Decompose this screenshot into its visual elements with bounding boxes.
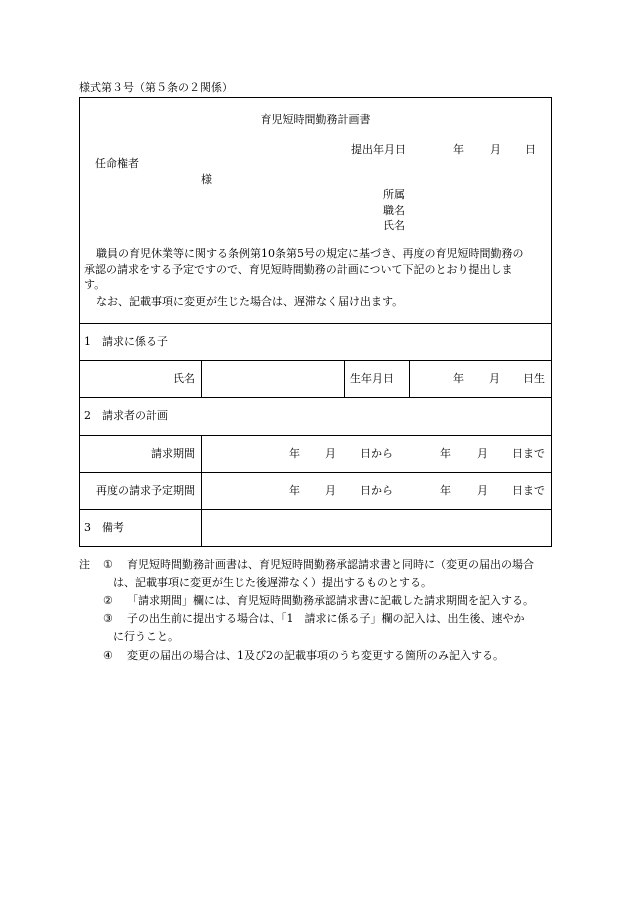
period-start-year: 年 <box>289 447 300 460</box>
divider <box>79 472 552 473</box>
period-end-year: 年 <box>440 447 451 460</box>
planned-end-until: 日まで <box>512 484 545 497</box>
planned-start-month: 月 <box>325 484 336 497</box>
document-title: 育児短時間勤務計画書 <box>260 113 371 126</box>
note-text: 変更の届出の場合は、1及び2の記載事項のうち変更する箇所のみ記入する。 <box>127 649 504 662</box>
section2-heading: 2 請求者の計画 <box>84 409 168 422</box>
paragraph1-line2: 承認の請求をする予定ですので、育児短時間勤務の計画について下記のとおり提出しま <box>84 263 513 276</box>
request-period-label: 請求期間 <box>151 447 195 460</box>
period-end-month: 月 <box>477 447 488 460</box>
submit-year-label: 年 <box>453 143 464 156</box>
birth-year-label: 年 <box>453 372 464 385</box>
note-text: に行うこと。 <box>113 630 179 643</box>
planned-end-month: 月 <box>477 484 488 497</box>
note-text: は、記載事項に変更が生じた後遅滞なく）提出するものとする。 <box>113 576 432 589</box>
note-marker: ④ <box>103 649 113 662</box>
divider <box>79 360 552 361</box>
column-divider <box>344 360 345 397</box>
notes-label: 注 <box>79 558 90 571</box>
note-text: 子の出生前に提出する場合は、「1 請求に係る子」欄の記入は、出生後、速やか <box>127 612 525 625</box>
planned-end-year: 年 <box>440 484 451 497</box>
planned-period-label: 再度の請求予定期間 <box>96 484 195 497</box>
child-name-label: 氏名 <box>173 372 195 385</box>
child-name-field[interactable] <box>201 366 344 392</box>
note-marker: ③ <box>103 612 113 625</box>
section3-heading: 3 備考 <box>84 521 124 534</box>
note-text: 「請求期間」欄には、育児短時間勤務承認請求書に記載した請求期間を記入する。 <box>127 594 534 607</box>
planned-start-year: 年 <box>289 484 300 497</box>
period-start-month: 月 <box>325 447 336 460</box>
note-marker: ② <box>103 594 113 607</box>
paragraph1-line1: 職員の育児休業等に関する条例第10条第5号の規定に基づき、再度の育児短時間勤務の <box>96 247 524 260</box>
department-label: 所属 <box>383 188 405 201</box>
section1-heading: 1 請求に係る子 <box>84 335 168 348</box>
divider <box>79 323 552 324</box>
submit-month-label: 月 <box>490 143 501 156</box>
note-marker: ① <box>103 558 113 571</box>
paragraph2: なお、記載事項に変更が生じた場合は、遅滞なく届け出ます。 <box>96 295 404 308</box>
submit-date-label: 提出年月日 <box>351 143 406 156</box>
birth-day-label: 日生 <box>523 372 545 385</box>
birth-month-label: 月 <box>489 372 500 385</box>
note-text: 育児短時間勤務計画書は、育児短時間勤務承認請求書と同時に（変更の届出の場合 <box>127 558 534 571</box>
divider <box>79 397 552 398</box>
planned-start-from: 日から <box>360 484 393 497</box>
divider <box>79 509 552 510</box>
form-number: 様式第３号（第５条の２関係） <box>79 81 233 94</box>
divider <box>79 435 552 436</box>
birth-date-label: 生年月日 <box>350 372 394 385</box>
honorific: 様 <box>201 173 212 186</box>
period-start-from: 日から <box>360 447 393 460</box>
position-label: 職名 <box>383 204 405 217</box>
submit-day-label: 日 <box>525 143 536 156</box>
applicant-name-label: 氏名 <box>383 219 405 232</box>
paragraph1-line3: す。 <box>84 278 106 291</box>
period-end-until: 日まで <box>512 447 545 460</box>
appointer-label: 任命権者 <box>95 157 139 170</box>
remarks-field[interactable] <box>202 511 550 545</box>
